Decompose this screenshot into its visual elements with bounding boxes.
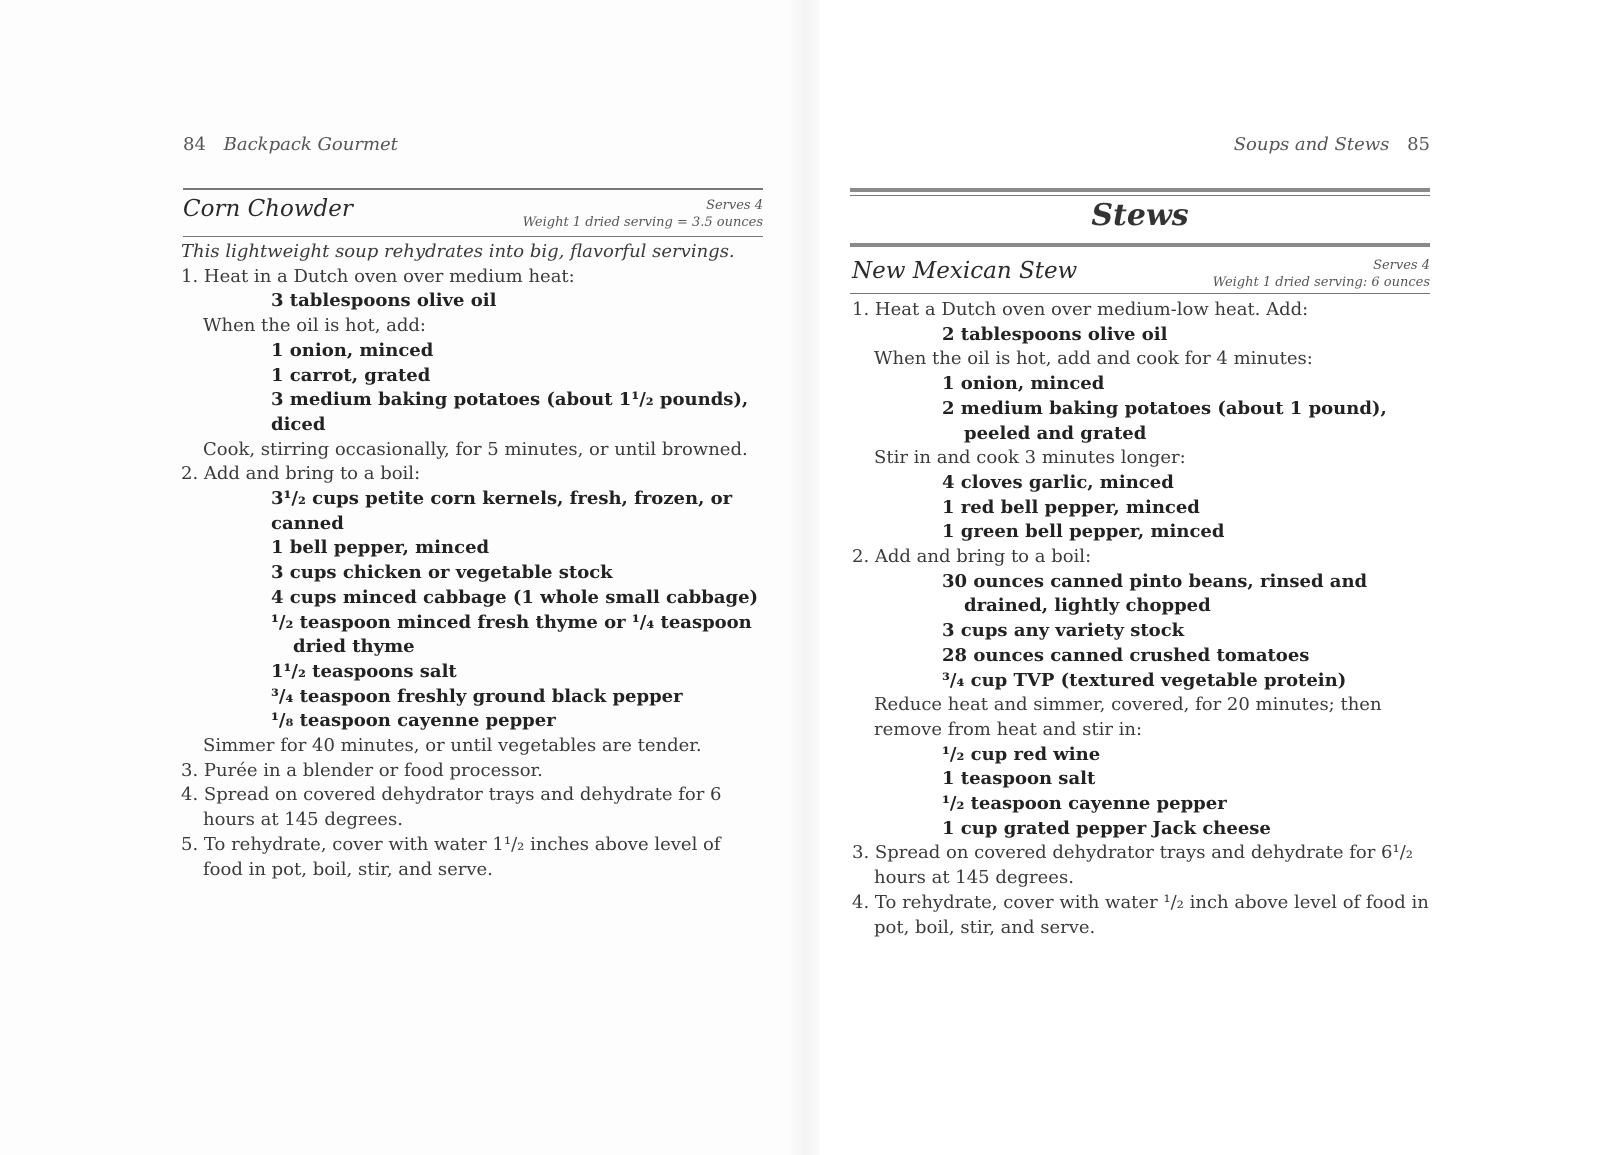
instruction-line: When the oil is hot, add: [203,315,426,337]
step-line: 5. To rehydrate, cover with water 1¹/₂ inches above level of food in pot, boil, stir, and serve. [181,833,721,880]
left-recipe-bottom-rule [183,236,763,237]
ingredient-line: 3 tablespoons olive oil [271,290,497,312]
ingredient-line: 1 green bell pepper, minced [942,521,1225,543]
right-recipe-yield [1213,257,1430,291]
instruction-line: Reduce heat and simmer, covered, for 20 minutes; then remove from heat and stir in: [874,694,1382,740]
right-recipe-title: New Mexican Stew [852,258,1078,284]
left-recipe-intro: This lightweight soup rehydrates into big, flavorful servings. [181,241,735,262]
instruction-line: Simmer for 40 minutes, or until vegetables are tender. [203,735,702,757]
ingredient-line: ¹/₂ cup red wine [942,743,1101,765]
step-line: 1. Heat a Dutch oven over medium-low heat. Add: [852,299,1309,320]
left-recipe-body [181,240,766,882]
left-recipe-yield [523,197,763,231]
right-page-number: 85 [1407,134,1430,155]
ingredient-line: 1¹/₂ teaspoons salt [271,660,457,682]
ingredient-line: 28 ounces canned crushed tomatoes [942,644,1310,666]
step-line: 2. Add and bring to a boil: [852,546,1092,568]
ingredient-line: 1 bell pepper, minced [271,537,490,559]
left-recipe-top-rule [183,188,763,190]
ingredient-line: 1 cup grated pepper Jack cheese [942,817,1271,839]
ingredient-line: ¹/₈ teaspoon cayenne pepper [271,710,556,732]
right-recipe-serves: Serves 4 [1373,258,1430,273]
instruction-line: Cook, stirring occasionally, for 5 minutes, or until browned. [203,438,748,460]
left-recipe-title: Corn Chowder [183,196,353,222]
step-line: 3. Purée in a blender or food processor. [181,759,543,781]
step-line: 4. Spread on covered dehydrator trays and dehydrate for 6 hours at 145 degrees. [181,784,722,831]
ingredient-line: 1 red bell pepper, minced [942,496,1200,518]
step-line: 4. To rehydrate, cover with water ¹/₂ inch above level of food in pot, boil, stir, and serve. [852,891,1429,938]
ingredient-line: 1 teaspoon salt [942,768,1096,790]
right-running-head [1234,134,1430,155]
book-gutter [790,0,820,1155]
ingredient-line: 30 ounces canned pinto beans, rinsed and drained, lightly chopped [942,570,1368,617]
section-bottom-rule [850,243,1430,247]
step-line: 2. Add and bring to a boil: [181,463,421,485]
section-title: Stews [1091,198,1189,233]
ingredient-line: ³/₄ cup TVP (textured vegetable protein) [942,669,1347,691]
ingredient-line: 2 medium baking potatoes (about 1 pound), peeled and grated [942,397,1387,444]
instruction-line: Stir in and cook 3 minutes longer: [874,447,1186,469]
left-recipe-serves: Serves 4 [706,198,763,213]
ingredient-line: 1 onion, minced [942,373,1105,395]
right-recipe-body [852,298,1434,940]
ingredient-line: ³/₄ teaspoon freshly ground black pepper [271,685,683,707]
left-page-number: 84 [183,134,206,155]
left-running-head [183,134,398,155]
step-line: 1. Heat in a Dutch oven over medium heat: [181,265,575,287]
ingredient-line: 4 cups minced cabbage (1 whole small cabbage) [271,586,759,608]
ingredient-line: 3¹/₂ cups petite corn kernels, fresh, frozen, or canned [271,488,733,534]
section-top-rule [850,188,1430,192]
right-recipe-bottom-rule [850,293,1430,294]
section-top-rule-thin [850,195,1430,196]
ingredient-line: 2 tablespoons olive oil [942,323,1168,345]
step-line: 3. Spread on covered dehydrator trays and dehydrate for 6¹/₂ hours at 145 degrees. [852,842,1414,889]
right-recipe-weight: Weight 1 dried serving: 6 ounces [1212,275,1430,290]
left-book-title: Backpack Gourmet [223,134,398,155]
ingredient-line: ¹/₂ teaspoon cayenne pepper [942,793,1227,815]
right-section-name: Soups and Stews [1233,134,1390,155]
ingredient-line: 1 onion, minced [271,339,434,361]
ingredient-line: 4 cloves garlic, minced [942,471,1174,493]
ingredient-line: 3 medium baking potatoes (about 1¹/₂ pounds), diced [271,389,749,435]
left-recipe-weight: Weight 1 dried serving = 3.5 ounces [522,215,763,230]
instruction-line: When the oil is hot, add and cook for 4 minutes: [874,348,1313,370]
ingredient-line: ¹/₂ teaspoon minced fresh thyme or ¹/₄ teaspoon dried thyme [271,611,752,658]
ingredient-line: 1 carrot, grated [271,364,431,386]
ingredient-line: 3 cups chicken or vegetable stock [271,562,613,584]
ingredient-line: 3 cups any variety stock [942,620,1185,642]
